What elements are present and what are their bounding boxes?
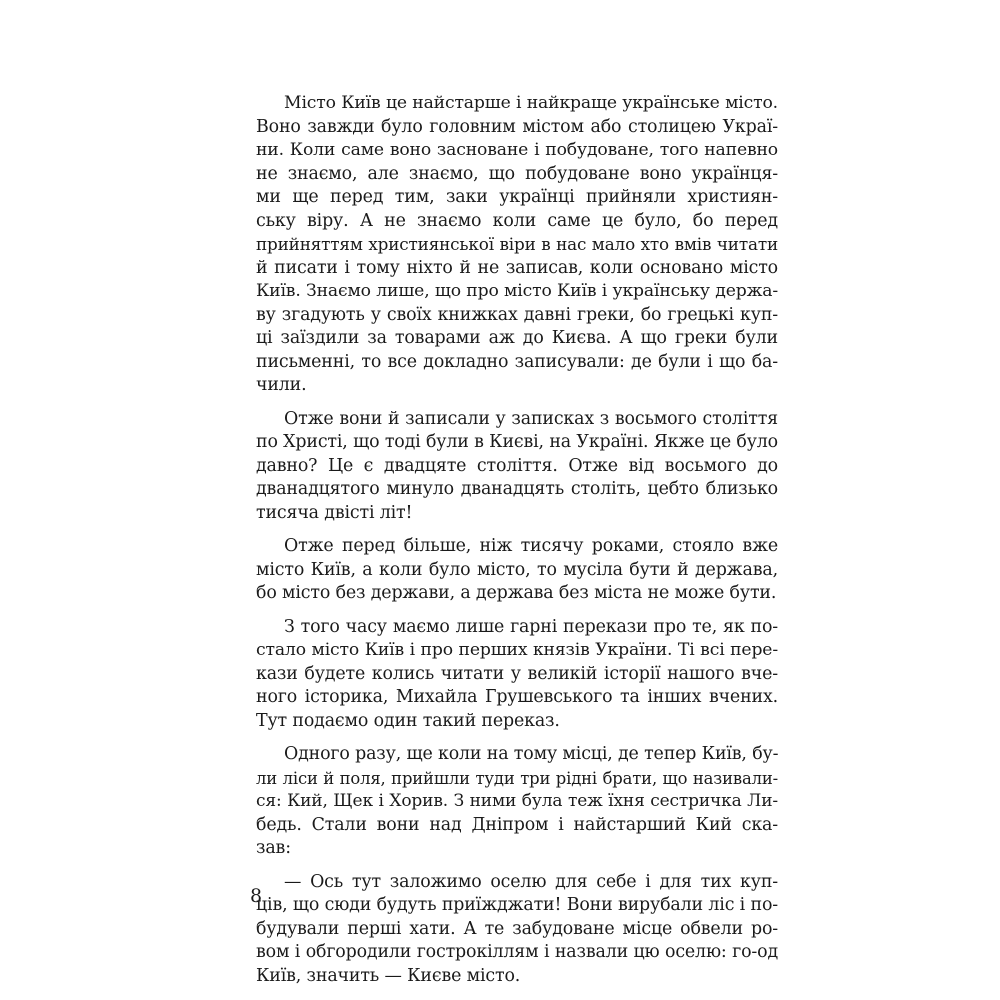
text-line: стало місто Київ і про перших князів України. Ті всі пере- xyxy=(256,640,778,660)
text-line: ську віру. А не знаємо коли саме це було, бо перед xyxy=(256,210,778,231)
text-line: ли ліси й поля, прийшли туди три рідні брати, що називали- xyxy=(256,768,778,788)
text-line: ного історика, Михайла Грушевського та інших вчених. xyxy=(256,687,778,707)
text-line: ці заїздили за товарами аж до Києва. А що греки були xyxy=(256,328,778,348)
text-line: вом і обгородили гострокіллям і назвали цю оселю: го-од xyxy=(256,942,778,962)
text-line: бедь. Стали вони над Дніпром і найстарший Кий ска- xyxy=(256,814,778,835)
text-line: письменні, то все докладно записували: де були і що ба- xyxy=(256,351,778,372)
text-line: Одного разу, ще коли на тому місці, де тепер Київ, бу- xyxy=(284,744,779,764)
paragraph-2 xyxy=(256,408,778,526)
paragraph-4 xyxy=(256,616,778,734)
text-line: Отже перед більше, ніж тисячу роками, стояло вже xyxy=(284,536,778,556)
text-line: й писати і тому ніхто й не записав, коли основано місто xyxy=(256,257,778,278)
text-line: дванадцятого минуло дванадцять століть, цебто близько xyxy=(256,479,778,499)
page-number: 8 xyxy=(250,885,263,907)
text-line: З того часу маємо лише гарні перекази про те, як по- xyxy=(284,616,778,637)
text-line: давно? Це є двадцяте століття. Отже від восьмого до xyxy=(256,455,778,476)
text-line: бо місто без держави, а держава без міста не може бути. xyxy=(256,583,777,603)
paragraph-3 xyxy=(256,535,778,606)
text-line: зав: xyxy=(256,838,291,858)
body-text xyxy=(256,92,778,998)
paragraph-5 xyxy=(256,743,778,861)
text-line: будували перші хати. А те забудоване місце обвели ро- xyxy=(256,918,778,939)
text-line: Місто Київ це найстарше і найкраще українське місто. xyxy=(284,93,778,113)
text-line: по Христі, що тоді були в Києві, на Україні. Якже це було xyxy=(256,432,778,452)
paragraph-6 xyxy=(256,871,778,989)
text-line: не знаємо, але знаємо, що побудоване воно українця- xyxy=(256,163,778,184)
text-line: ми ще перед тим, заки українці прийняли християн- xyxy=(256,187,778,207)
text-line: прийняттям християнської віри в нас мало хто вмів читати xyxy=(256,234,778,254)
text-line: Отже вони й записали у записках з восьмого століття xyxy=(284,408,778,429)
text-line: чили. xyxy=(256,375,307,395)
text-line: Воно завжди було головним містом або столицею Украї- xyxy=(256,116,778,137)
text-line: тисяча двісті літ! xyxy=(256,502,413,523)
paragraph-1 xyxy=(256,92,778,398)
text-line: Київ. Знаємо лише, що про місто Київ і українську держа- xyxy=(256,281,778,301)
text-line: кази будете колись читати у великій історії нашого вче- xyxy=(256,663,778,684)
text-line: ву згадують у своїх книжках давні греки, бо грецькі куп- xyxy=(256,304,778,325)
text-line: ся: Кий, Щек і Хорив. З ними була теж їхня сестричка Ли- xyxy=(256,791,778,811)
text-line: ни. Коли саме воно засноване і побудоване, того напевно xyxy=(256,140,778,160)
text-line: Тут подаємо один такий переказ. xyxy=(256,710,560,731)
text-line: місто Київ, а коли було місто, то мусіла бути й держава, xyxy=(256,559,778,580)
text-line: — Ось тут заложимо оселю для себе і для тих куп- xyxy=(284,871,778,892)
text-line: Київ, значить — Києве місто. xyxy=(256,965,521,986)
text-line: ців, що сюди будуть приїжджати! Вони вирубали ліс і по- xyxy=(256,895,778,915)
